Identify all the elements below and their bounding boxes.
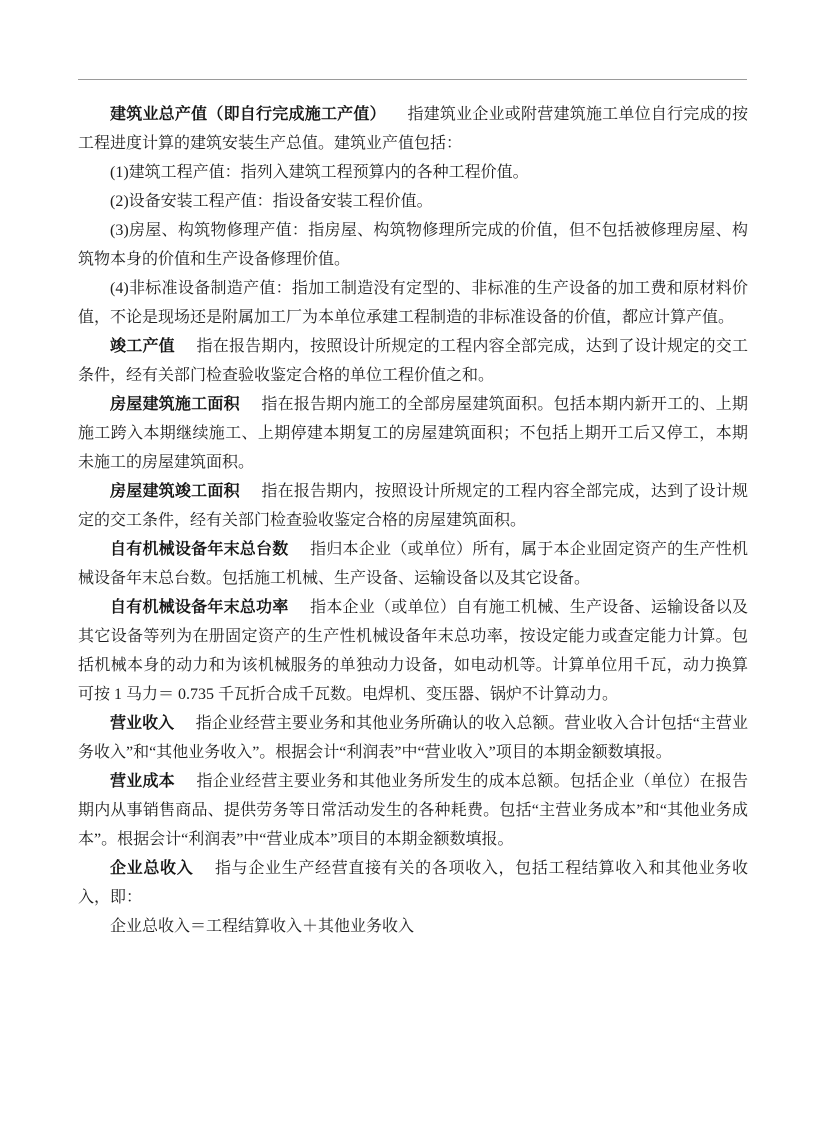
definition-text: 指企业经营主要业务和其他业务所发生的成本总额。包括企业（单位）在报告期内从事销售商品、提供劳务等日常活动发生的各种耗费。包括“主营业务成本”和“其他业务成本”。根据会计“利润表”中“营业成本”项目的本期金额数填报。 [78, 773, 748, 848]
para-operating-revenue [78, 709, 748, 767]
term-label: 竣工产值 [110, 338, 175, 355]
term-label: 房屋建筑施工面积 [110, 396, 240, 413]
para-item-3-repair-value: (3)房屋、构筑物修理产值：指房屋、构筑物修理所完成的价值，但不包括被修理房屋、构筑物本身的价值和生产设备修理价值。 [78, 222, 748, 268]
para-construction-total-output [78, 100, 748, 158]
definition-text: 指在报告期内，按照设计所规定的工程内容全部完成，达到了设计规定的交工条件，经有关部门检查验收鉴定合格的单位工程价值之和。 [78, 338, 748, 384]
para-machinery-total-power [78, 593, 748, 709]
term-label: 营业收入 [110, 715, 175, 732]
document-body [78, 100, 748, 941]
para-completed-output-value [78, 332, 748, 390]
definition-text: 指在报告期内，按照设计所规定的工程内容全部完成，达到了设计规定的交工条件，经有关部门检查验收鉴定合格的房屋建筑面积。 [78, 483, 748, 529]
definition-text: 指本企业（或单位）自有施工机械、生产设备、运输设备以及其它设备等列为在册固定资产的生产性机械设备年末总功率，按设定能力或查定能力计算。包括机械本身的动力和为该机械服务的单独动力设备，如电动机等。计算单位用千瓦，动力换算可按 1 马力＝ 0.735 千瓦折合成千瓦数。电焊机、变压器、锅炉不计算动力。 [78, 599, 748, 703]
definition-text: 指企业经营主要业务和其他业务所确认的收入总额。营业收入合计包括“主营业务收入”和“其他业务收入”。根据会计“利润表”中“营业收入”项目的本期金额数填报。 [78, 715, 748, 761]
definition-text: 指建筑业企业或附营建筑施工单位自行完成的按工程进度计算的建筑安装生产总值。建筑业产值包括： [78, 106, 748, 152]
term-label: 建筑业总产值（即自行完成施工产值） [110, 106, 386, 123]
para-floor-space-completed [78, 477, 748, 535]
para-floor-space-under-construction [78, 390, 748, 477]
definition-text: 指在报告期内施工的全部房屋建筑面积。包括本期内新开工的、上期施工跨入本期继续施工、上期停建本期复工的房屋建筑面积；不包括上期开工后又停工，本期未施工的房屋建筑面积。 [78, 396, 748, 471]
para-item-4-nonstandard-equipment-value: (4)非标准设备制造产值：指加工制造没有定型的、非标准的生产设备的加工费和原材料价值，不论是现场还是附属加工厂为本单位承建工程制造的非标准设备的价值，都应计算产值。 [78, 280, 748, 326]
term-label: 企业总收入 [110, 860, 194, 877]
definition-text: 指与企业生产经营直接有关的各项收入，包括工程结算收入和其他业务收入，即： [78, 860, 748, 906]
term-label: 自有机械设备年末总台数 [110, 541, 289, 558]
term-label: 营业成本 [110, 773, 175, 790]
definition-text: 指归本企业（或单位）所有，属于本企业固定资产的生产性机械设备年末总台数。包括施工机械、生产设备、运输设备以及其它设备。 [78, 541, 748, 587]
para-enterprise-total-income [78, 854, 748, 912]
header-rule [78, 79, 747, 80]
term-label: 自有机械设备年末总功率 [110, 599, 289, 616]
term-label: 房屋建筑竣工面积 [110, 483, 240, 500]
para-operating-cost [78, 767, 748, 854]
para-item-2-equipment-installation-value: (2)设备安装工程产值：指设备安装工程价值。 [110, 193, 433, 210]
para-item-1-construction-project-value: (1)建筑工程产值：指列入建筑工程预算内的各种工程价值。 [110, 164, 529, 181]
para-formula-total-income: 企业总收入＝工程结算收入＋其他业务收入 [110, 918, 415, 935]
para-machinery-total-units [78, 535, 748, 593]
